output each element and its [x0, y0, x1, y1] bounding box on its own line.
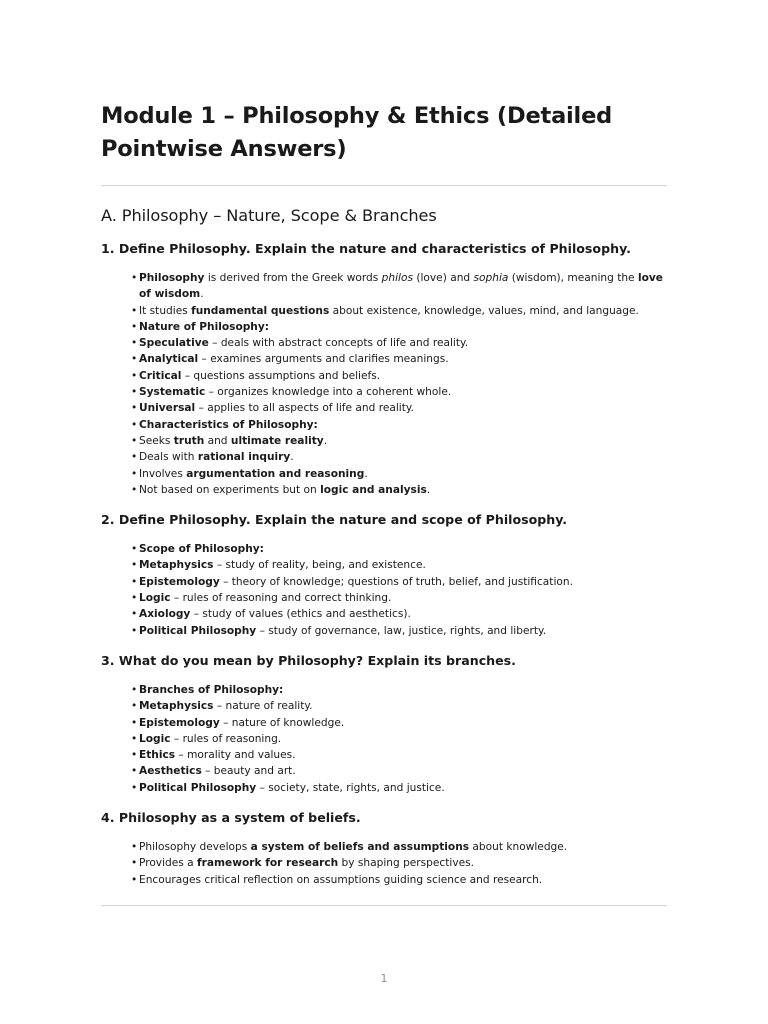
list-item: • Involves argumentation and reasoning. [131, 466, 667, 482]
question-2-heading: 2. Define Philosophy. Explain the nature and scope of Philosophy. [101, 512, 568, 528]
list-item: • Branches of Philosophy: [131, 682, 667, 698]
question-2-bullets [101, 541, 667, 639]
list-item: • Political Philosophy – study of governance, law, justice, rights, and liberty. [131, 623, 667, 639]
list-item: • Philosophy is derived from the Greek words philos (love) and sophia (wisdom), meaning the love of wisdom. [131, 270, 667, 303]
question-1-heading: 1. Define Philosophy. Explain the nature and characteristics of Philosophy. [101, 241, 631, 256]
list-item: • Logic – rules of reasoning and correct thinking. [131, 590, 667, 606]
list-item: • Epistemology – theory of knowledge; questions of truth, belief, and justification. [131, 574, 667, 590]
question-3-heading: 3. What do you mean by Philosophy? Explain its branches. [101, 652, 516, 668]
title-divider [101, 185, 667, 186]
list-item: • Political Philosophy – society, state, rights, and justice. [131, 780, 667, 796]
list-item: • It studies fundamental questions about existence, knowledge, values, mind, and language. [131, 303, 667, 319]
list-item: • Epistemology – nature of knowledge. [131, 715, 667, 731]
list-item: • Metaphysics – study of reality, being, and existence. [131, 557, 667, 573]
bottom-divider [101, 905, 667, 906]
list-item: • Encourages critical reflection on assumptions guiding science and research. [131, 872, 667, 888]
document-page [101, 100, 667, 906]
list-item: • Provides a framework for research by shaping perspectives. [131, 855, 667, 871]
list-item: • Ethics – morality and values. [131, 747, 667, 763]
list-item: • Aesthetics – beauty and art. [131, 763, 667, 779]
list-item: • Speculative – deals with abstract concepts of life and reality. [131, 335, 667, 351]
list-item: • Systematic – organizes knowledge into a coherent whole. [131, 384, 667, 400]
list-item: • Critical – questions assumptions and beliefs. [131, 368, 667, 384]
list-item: • Logic – rules of reasoning. [131, 731, 667, 747]
list-item: • Not based on experiments but on logic and analysis. [131, 482, 667, 498]
list-item: • Scope of Philosophy: [131, 541, 667, 557]
section-heading: A. Philosophy – Nature, Scope & Branches [101, 206, 437, 225]
list-item: • Metaphysics – nature of reality. [131, 698, 667, 714]
list-item: • Seeks truth and ultimate reality. [131, 433, 667, 449]
question-1-bullets [101, 270, 667, 498]
list-item: • Nature of Philosophy: [131, 319, 667, 335]
question-4-bullets [101, 839, 667, 888]
list-item: • Universal – applies to all aspects of life and reality. [131, 400, 667, 416]
list-item: • Deals with rational inquiry. [131, 449, 667, 465]
document-title: Module 1 – Philosophy & Ethics (Detailed Pointwise Answers) [101, 103, 613, 162]
list-item: • Philosophy develops a system of beliefs and assumptions about knowledge. [131, 839, 667, 855]
question-3-bullets [101, 682, 667, 796]
list-item: • Analytical – examines arguments and clarifies meanings. [131, 351, 667, 367]
question-4-heading: 4. Philosophy as a system of beliefs. [101, 810, 361, 826]
page-number: 1 [380, 972, 388, 985]
list-item: • Axiology – study of values (ethics and aesthetics). [131, 606, 667, 622]
list-item: • Characteristics of Philosophy: [131, 417, 667, 433]
